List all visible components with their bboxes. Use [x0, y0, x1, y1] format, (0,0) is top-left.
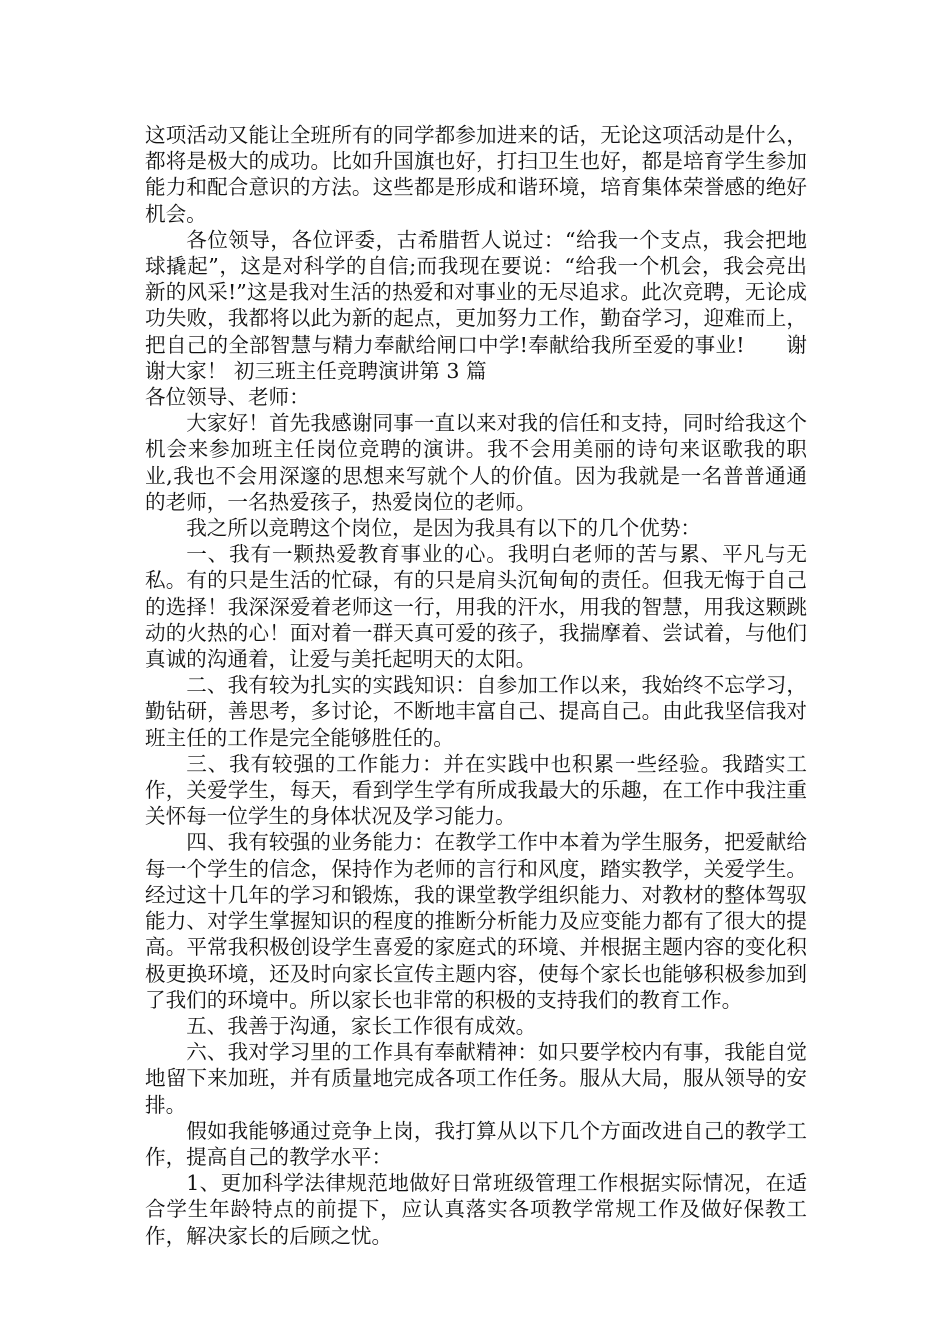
paragraph-greeting: 大家好！首先我感谢同事一直以来对我的信任和支持，同时给我这个机会来参加班主任岗位竞聘的演讲。我不会用美丽的诗句来讴歌我的职业,我也不会用深邃的思想来写就个人的价值。因为我就是一名普普通通的老师，一名热爱孩子，热爱岗位的老师。 [145, 411, 807, 514]
document-body [145, 122, 807, 1249]
paragraph-advantage-1: 一、我有一颗热爱教育事业的心。我明白老师的苦与累、平凡与无私。有的只是生活的忙碌，有的只是肩头沉甸甸的责任。但我无悔于自己的选择！我深深爱着老师这一行，用我的汗水，用我的智慧，用我这颗跳动的火热的心！面对着一群天真可爱的孩子，我揣摩着、尝试着，与他们真诚的沟通着，让爱与美托起明天的太阳。 [145, 542, 807, 672]
paragraph-advantage-4: 四、我有较强的业务能力：在教学工作中本着为学生服务，把爱献给每一个学生的信念，保持作为老师的言行和风度，踏实教学，关爱学生。经过这十几年的学习和锻炼，我的课堂教学组织能力、对教材的整体驾驭能力、对学生掌握知识的程度的推断分析能力及应变能力都有了很大的提高。平常我积极创设学生喜爱的家庭式的环境、并根据主题内容的变化积极更换环境，还及时向家长宣传主题内容，使每个家长也能够积极参加到了我们的环境中。所以家长也非常的积极的支持我们的教育工作。 [145, 830, 807, 1012]
paragraph-advantage-2: 二、我有较为扎实的实践知识：自参加工作以来，我始终不忘学习，勤钻研，善思考，多讨论，不断地丰富自己、提高自己。由此我坚信我对班主任的工作是完全能够胜任的。 [145, 673, 807, 750]
paragraph-advantage-3: 三、我有较强的工作能力：并在实践中也积累一些经验。我踏实工作，关爱学生，每天，看到学生学有所成我最大的乐趣，在工作中我注重关怀每一位学生的身体状况及学习能力。 [145, 751, 807, 829]
paragraph-plan-1: 1、更加科学法律规范地做好日常班级管理工作根据实际情况，在适合学生年龄特点的前提下，应认真落实各项教学常规工作及做好保教工作，解决家长的后顾之忧。 [145, 1171, 807, 1248]
paragraph-advantages-intro: 我之所以竞聘这个岗位，是因为我具有以下的几个优势： [186, 516, 702, 541]
paragraph-plan-intro: 假如我能够通过竞争上岗，我打算从以下几个方面改进自己的教学工作，提高自己的教学水平： [145, 1118, 807, 1169]
paragraph-advantage-6: 六、我对学习里的工作具有奉献精神：如只要学校内有事，我能自觉地留下来加班，并有质量地完成各项工作任务。服从大局，服从领导的安排。 [145, 1040, 807, 1117]
paragraph-advantage-5: 五、我善于沟通，家长工作很有成效。 [186, 1013, 537, 1038]
paragraph-closing-remarks: 各位领导，各位评委，古希腊哲人说过：“给我一个支点，我会把地球撬起”，这是对科学的自信;而我现在要说：“给我一个机会，我会亮出新的风采!”这是我对生活的热爱和对事业的无尽追求。此次竞聘，无论成功失败，我都将以此为新的起点，更加努力工作，勤奋学习，迎难而上，把自己的全部智慧与精力奉献给闸口中学!奉献给我所至爱的事业! 谢谢大家！ 初三班主任竞聘演讲第 3 篇 [145, 227, 807, 383]
paragraph-continuation: 这项活动又能让全班所有的同学都参加进来的话，无论这项活动是什么，都将是极大的成功。比如升国旗也好，打扫卫生也好，都是培育学生参加能力和配合意识的方法。这些都是形成和谐环境，培育集体荣誉感的绝好机会。 [145, 123, 807, 226]
paragraph-salutation: 各位领导、老师： [145, 385, 310, 410]
